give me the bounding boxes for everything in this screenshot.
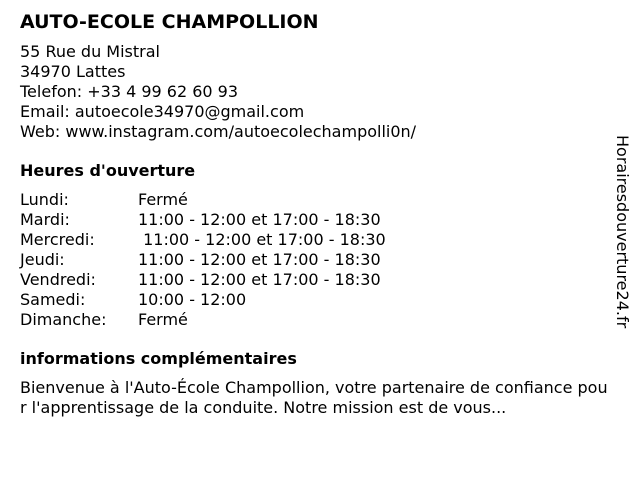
day-label: Mardi: bbox=[20, 210, 70, 229]
day-label: Mercredi: bbox=[20, 230, 95, 249]
day-hours: 11:00 - 12:00 et 17:00 - 18:30 bbox=[138, 250, 381, 269]
day-label: Jeudi: bbox=[20, 250, 65, 269]
day-hours: 11:00 - 12:00 et 17:00 - 18:30 bbox=[138, 210, 381, 229]
business-name: AUTO-ECOLE CHAMPOLLION bbox=[20, 11, 319, 33]
day-label: Dimanche: bbox=[20, 310, 107, 329]
hours-row-thursday bbox=[20, 250, 386, 270]
day-hours: 11:00 - 12:00 et 17:00 - 18:30 bbox=[138, 230, 386, 249]
opening-hours-heading: Heures d'ouverture bbox=[20, 161, 196, 180]
day-hours: 10:00 - 12:00 bbox=[138, 290, 247, 309]
day-hours: Fermé bbox=[138, 310, 188, 329]
hours-row-wednesday bbox=[20, 230, 386, 250]
day-hours: Fermé bbox=[138, 190, 188, 209]
day-label: Samedi: bbox=[20, 290, 86, 309]
phone-line: Telefon: +33 4 99 62 60 93 bbox=[20, 82, 239, 101]
address-city: 34970 Lattes bbox=[20, 62, 126, 81]
address-street: 55 Rue du Mistral bbox=[20, 42, 160, 61]
web-line: Web: www.instagram.com/autoecolechampolli0n/ bbox=[20, 122, 417, 141]
additional-info-text: Bienvenue à l'Auto-École Champollion, votre partenaire de confiance pour l'apprentissage de la conduite. Notre mission est de vous... bbox=[20, 378, 608, 417]
additional-info-heading: informations complémentaires bbox=[20, 349, 297, 368]
day-hours: 11:00 - 12:00 et 17:00 - 18:30 bbox=[138, 270, 381, 289]
day-label: Lundi: bbox=[20, 190, 69, 209]
day-label: Vendredi: bbox=[20, 270, 96, 289]
hours-row-tuesday bbox=[20, 210, 386, 230]
email-line: Email: autoecole34970@gmail.com bbox=[20, 102, 305, 121]
site-watermark: Horairesdouverture24.fr bbox=[613, 135, 632, 329]
hours-row-monday bbox=[20, 190, 386, 210]
hours-row-friday bbox=[20, 270, 386, 290]
hours-row-saturday bbox=[20, 290, 386, 310]
opening-hours-table bbox=[20, 190, 386, 330]
hours-row-sunday bbox=[20, 310, 386, 330]
business-card bbox=[20, 10, 610, 418]
